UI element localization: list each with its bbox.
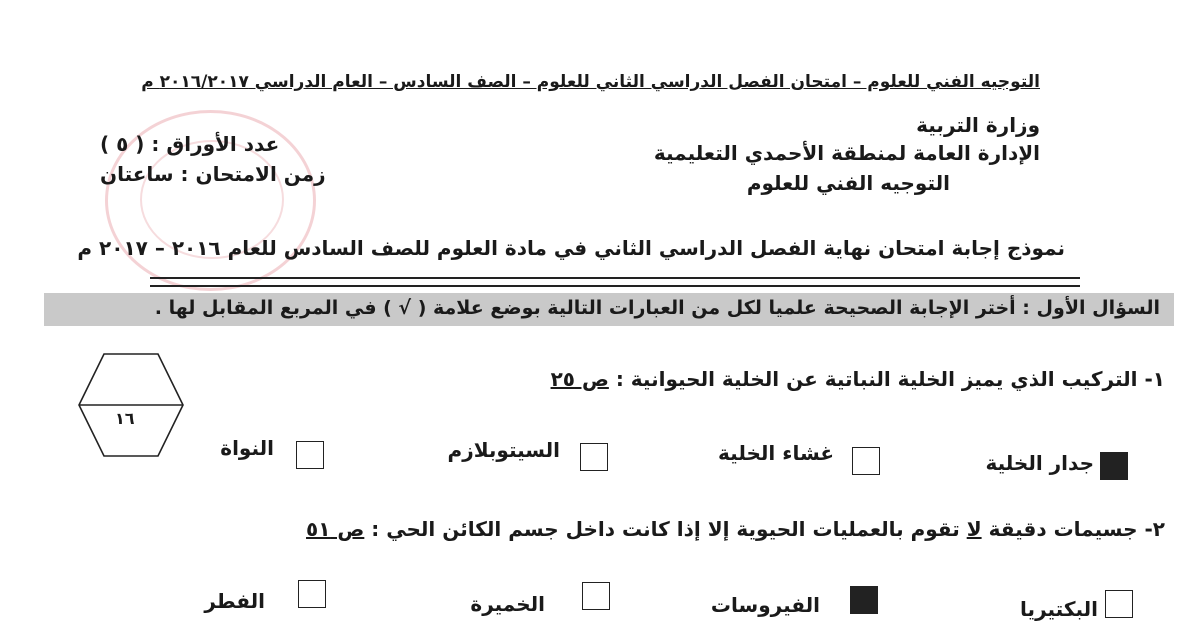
item-1-option-3-label: السيتوبلازم (447, 438, 560, 462)
item-1-option-3-checkbox[interactable] (580, 443, 608, 471)
item-2-page-ref: ص ٥١ (306, 517, 365, 541)
item-1-option-2-checkbox[interactable] (852, 447, 880, 475)
item-1-page-ref: ص ٢٥ (550, 367, 609, 391)
item-2-statement (306, 517, 1165, 541)
item-1-text: ١- التركيب الذي يميز الخلية النباتية عن الخلية الحيوانية : (615, 367, 1165, 391)
item-2-option-2-checkbox[interactable] (850, 586, 878, 614)
score-hexagon (76, 350, 186, 460)
item-2-option-1-checkbox[interactable] (1105, 590, 1133, 618)
double-divider (150, 277, 1080, 287)
exam-duration: زمن الامتحان : ساعتان (100, 162, 326, 186)
item-2-option-3-label: الخميرة (470, 592, 545, 616)
department-name: التوجيه الفني للعلوم (746, 171, 950, 195)
item-2-option-4-label: الفطر (204, 589, 265, 613)
item-1-option-2-label: غشاء الخلية (718, 441, 834, 465)
item-1-option-1-checkbox[interactable] (1100, 452, 1128, 480)
item-2-text-a: ٢- جسيمات دقيقة (988, 517, 1165, 541)
item-2-option-2-label: الفيروسات (710, 593, 820, 617)
question-score: ١٦ (115, 409, 135, 428)
item-1-option-4-label: النواة (220, 436, 274, 460)
answer-key-title: نموذج إجابة امتحان نهاية الفصل الدراسي الثاني في مادة العلوم للصف السادس للعام ٢٠١٦ – ٢٠١٧ م (77, 236, 1065, 260)
question-1-heading: السؤال الأول : أختر الإجابة الصحيحة علميا لكل من العبارات التالية بوضع علامة ( √ ) في المربع المقابل لها . (154, 297, 1160, 319)
ministry-name: وزارة التربية (916, 113, 1040, 137)
item-2-option-3-checkbox[interactable] (582, 582, 610, 610)
sheet-count: عدد الأوراق : ( ٥ ) (100, 132, 280, 156)
item-1-option-1-label: جدار الخلية (985, 451, 1094, 475)
item-2-negation: لا (966, 517, 982, 541)
item-2-option-1-label: البكتيريا (1020, 597, 1098, 621)
exam-header-line: التوجيه الفني للعلوم – امتحان الفصل الدراسي الثاني للعلوم – الصف السادس – العام الدراسي ٢٠١٦/٢٠١٧ م (141, 72, 1040, 92)
district-name: الإدارة العامة لمنطقة الأحمدي التعليمية (653, 141, 1040, 165)
item-2-option-4-checkbox[interactable] (298, 580, 326, 608)
item-1-statement (551, 367, 1165, 391)
item-1-option-4-checkbox[interactable] (296, 441, 324, 469)
item-2-text-b: تقوم بالعمليات الحيوية إلا إذا كانت داخل جسم الكائن الحي : (371, 517, 960, 541)
